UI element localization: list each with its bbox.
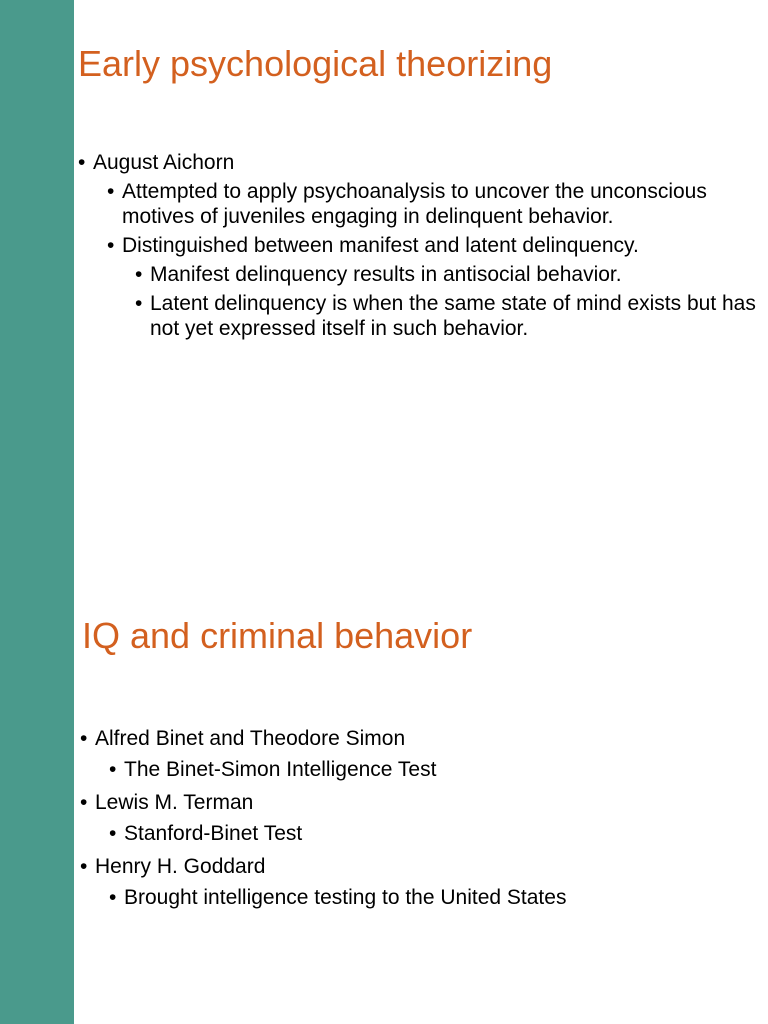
bullet-glyph: • (80, 855, 88, 878)
bullet-text: Lewis M. Terman (95, 791, 254, 814)
bullet-item (135, 262, 758, 287)
bullet-glyph: • (107, 180, 115, 203)
bullet-list (78, 150, 758, 341)
bullet-text: Alfred Binet and Theodore Simon (95, 727, 406, 750)
bullet-text: The Binet-Simon Intelligence Test (124, 758, 437, 781)
bullet-glyph: • (135, 292, 143, 315)
bullet-item (109, 757, 760, 782)
bullet-item (80, 790, 760, 815)
bullet-glyph: • (109, 822, 117, 845)
slide-title: Early psychological theorizing (78, 43, 553, 84)
bullet-glyph: • (107, 234, 115, 257)
bullet-item (135, 291, 758, 341)
bullet-glyph: • (109, 758, 117, 781)
bullet-text: Henry H. Goddard (95, 855, 266, 878)
bullet-item (109, 885, 760, 910)
bullet-text: Brought intelligence testing to the United States (124, 886, 567, 909)
bullet-item (109, 821, 760, 846)
bullet-text: Attempted to apply psychoanalysis to uncover the unconscious motives of juveniles engaging in delinquent behavior. (122, 180, 707, 228)
bullet-text: Latent delinquency is when the same state of mind exists but has not yet expressed itself in such behavior. (150, 292, 756, 340)
slide-title: IQ and criminal behavior (82, 615, 473, 656)
slide-early-psychological-theorizing (74, 0, 768, 512)
bullet-item (107, 179, 758, 229)
bullet-glyph: • (135, 263, 143, 286)
bullet-item (80, 726, 760, 751)
bullet-glyph: • (78, 151, 86, 174)
bullet-text: Stanford-Binet Test (124, 822, 303, 845)
bullet-list (80, 726, 760, 910)
bullet-item (80, 854, 760, 879)
accent-side-bar (0, 0, 74, 1024)
bullet-item (78, 150, 758, 175)
bullet-glyph: • (80, 727, 88, 750)
bullet-text: August Aichorn (93, 151, 235, 174)
bullet-glyph: • (109, 886, 117, 909)
bullet-glyph: • (80, 791, 88, 814)
slide-iq-and-criminal-behavior (74, 512, 768, 1024)
bullet-text: Distinguished between manifest and latent delinquency. (122, 234, 639, 257)
bullet-item (107, 233, 758, 258)
bullet-text: Manifest delinquency results in antisocial behavior. (150, 263, 622, 286)
